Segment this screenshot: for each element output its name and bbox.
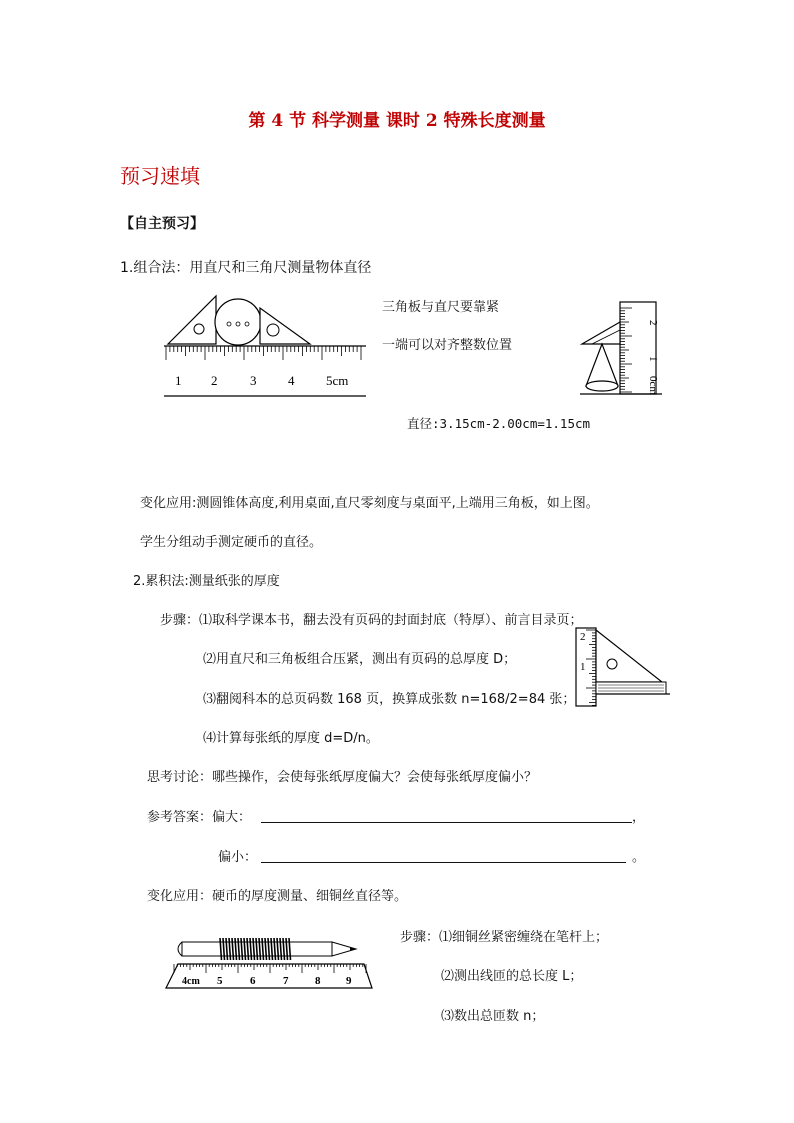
method2-step-2: ⑵用直尺和三角板组合压紧，测出有页码的总厚度 D； xyxy=(203,652,517,667)
wire-turn xyxy=(235,938,237,960)
wire-turn xyxy=(250,938,252,960)
wire-turn xyxy=(277,938,279,960)
wire-turn xyxy=(274,938,276,960)
wire-turn xyxy=(286,938,288,960)
wire-step-2: ⑵测出线匝的总长度 L； xyxy=(441,969,583,984)
method2-step-4: ⑷计算每张纸的厚度 d=D/n。 xyxy=(203,731,379,746)
wire-turn xyxy=(244,938,246,960)
combination-method-figure xyxy=(160,290,370,402)
side-ruler-label: 2 xyxy=(580,631,586,643)
wire-turn xyxy=(253,938,255,960)
wire-turn xyxy=(223,938,225,960)
method1-variation: 变化应用:测圆锥体高度,利用桌面,直尺零刻度与桌面平,上端用三角板，如上图。 xyxy=(140,496,599,511)
wire-turn xyxy=(232,938,234,960)
ruler-label: 2 xyxy=(211,373,218,388)
wire-turn xyxy=(220,938,222,960)
ruler-label: 5cm xyxy=(326,373,349,388)
wire-turn xyxy=(259,938,261,960)
ruler-label: 4cm xyxy=(182,976,200,987)
method1-heading: 1.组合法：用直尺和三角尺测量物体直径 xyxy=(120,260,372,276)
side-ruler-label: 2 xyxy=(647,320,659,326)
paper-thickness-figure xyxy=(574,626,674,708)
ruler-label: 6 xyxy=(250,975,256,987)
answer-label-small: 偏小： xyxy=(218,850,258,865)
ruler-label: 1 xyxy=(175,373,182,388)
method2-step-1: 步骤：⑴取科学课本书，翻去没有页码的封面封底（特厚）、前言目录页； xyxy=(160,613,583,628)
note-line-2: 一端可以对齐整数位置 xyxy=(382,338,513,353)
discussion-question: 思考讨论：哪些操作，会使每张纸厚度偏大？会使每张纸厚度偏小？ xyxy=(147,770,538,785)
side-ruler-label: 1 xyxy=(647,356,659,362)
wire-turn xyxy=(247,938,249,960)
wire-turn xyxy=(265,938,267,960)
ruler-label: 3 xyxy=(250,373,257,388)
note-line-1: 三角板与直尺要靠紧 xyxy=(382,300,500,315)
wire-turn xyxy=(241,938,243,960)
subsection-heading: 【自主预习】 xyxy=(120,216,204,232)
ruler-label: 7 xyxy=(283,975,289,987)
wire-turn xyxy=(271,938,273,960)
page-title: 第 4 节 科学测量 课时 2 特殊长度测量 xyxy=(248,111,546,131)
diameter-result: 直径:3.15cm-2.00cm=1.15cm xyxy=(407,416,591,431)
wire-step-3: ⑶数出总匝数 n； xyxy=(441,1009,545,1024)
ruler-label: 8 xyxy=(315,975,321,987)
answer-end-small: 。 xyxy=(632,850,646,865)
side-ruler-label: 1 xyxy=(580,661,586,673)
cone-height-figure xyxy=(578,300,664,400)
wire-turn xyxy=(229,938,231,960)
answer-end-large: ， xyxy=(632,810,646,825)
ruler-label: 5 xyxy=(217,975,223,987)
method1-activity: 学生分组动手测定硬币的直径。 xyxy=(140,535,323,550)
answer-label-large: 参考答案：偏大： xyxy=(147,810,252,825)
wire-turn xyxy=(262,938,264,960)
wire-step-1: 步骤：⑴细铜丝紧密缠绕在笔杆上； xyxy=(400,930,609,945)
wire-turn xyxy=(280,938,282,960)
section-heading: 预习速填 xyxy=(120,164,200,188)
ruler-label: 4 xyxy=(288,373,295,388)
wire-turn xyxy=(268,938,270,960)
wire-turn xyxy=(283,938,285,960)
answer-blank-large[interactable] xyxy=(261,822,632,823)
method2-heading: 2.累积法:测量纸张的厚度 xyxy=(133,574,280,589)
method2-step-3: ⑶翻阅科本的总页码数 168 页，换算成张数 n=168/2=84 张； xyxy=(203,692,576,707)
wire-turn xyxy=(226,938,228,960)
side-ruler-label: 0cm xyxy=(647,376,659,395)
ruler-label: 9 xyxy=(346,975,352,987)
wire-turn xyxy=(289,938,291,960)
wire-turn xyxy=(238,938,240,960)
method2-variation: 变化应用：硬币的厚度测量、细铜丝直径等。 xyxy=(147,889,408,904)
answer-blank-small[interactable] xyxy=(261,862,626,863)
wire-diameter-figure xyxy=(160,928,380,992)
wire-turn xyxy=(256,938,258,960)
